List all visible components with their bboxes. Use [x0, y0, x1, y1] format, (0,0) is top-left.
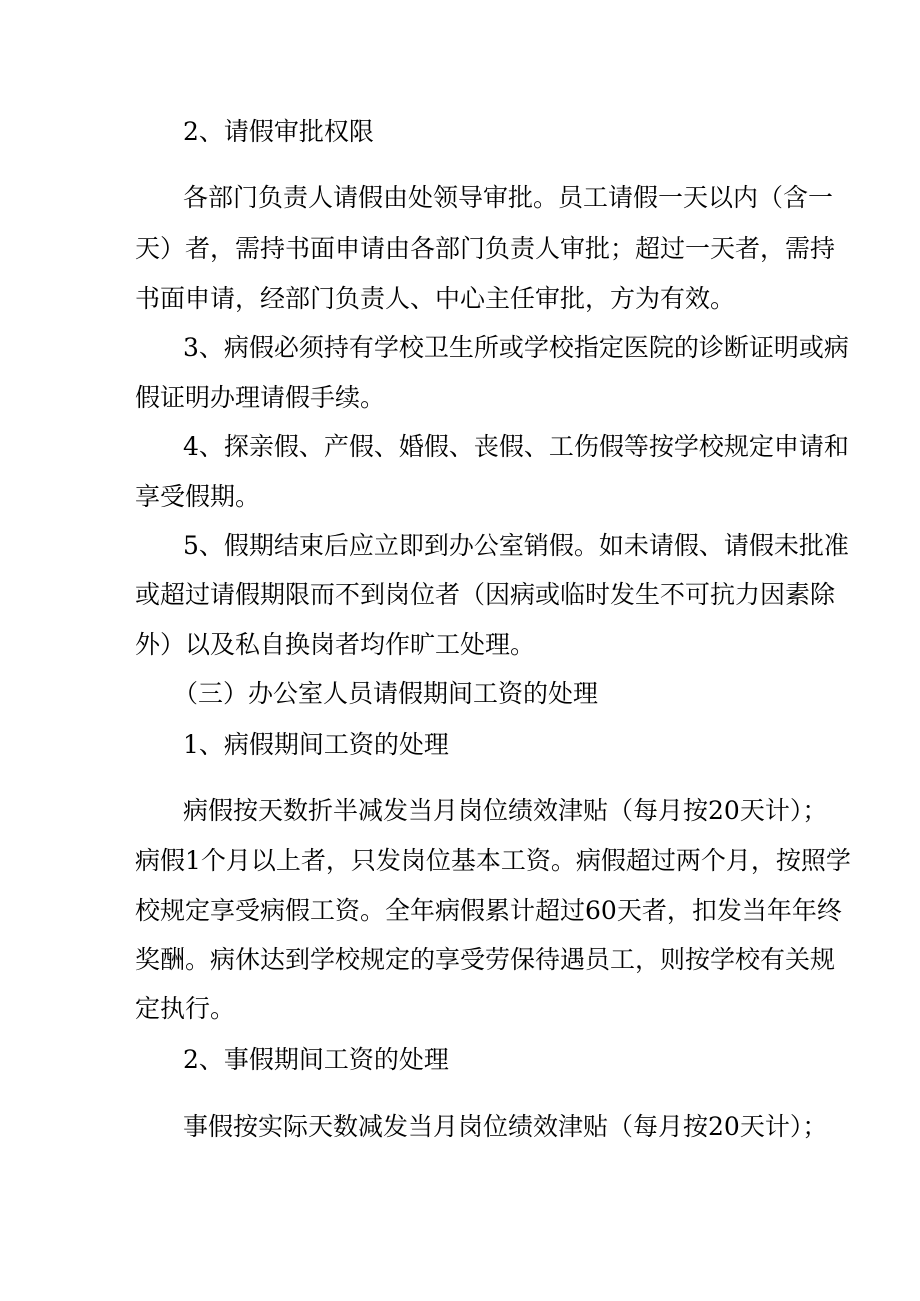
paragraph-line: 外）以及私自换岗者均作旷工处理。: [135, 630, 536, 659]
paragraph-line: 假证明办理请假手续。: [135, 383, 386, 412]
paragraph-line: 书面申请，经部门负责人、中心主任审批，方为有效。: [135, 284, 736, 313]
heading-approval-authority: 2、请假审批权限: [183, 117, 374, 146]
subheading-personal-leave-salary: 2、事假期间工资的处理: [183, 1045, 449, 1074]
paragraph-line: 天）者，需持书面申请由各部门负责人审批；超过一天者，需持: [135, 234, 836, 263]
paragraph-line: 各部门负责人请假由处领导审批。员工请假一天以内（含一: [183, 183, 834, 212]
subheading-sick-leave-salary: 1、病假期间工资的处理: [183, 730, 449, 759]
paragraph-line: 病假按天数折半减发当月岗位绩效津贴（每月按20天计）；: [183, 796, 828, 825]
paragraph-line: 定执行。: [135, 994, 236, 1023]
paragraph-line: 享受假期。: [135, 482, 261, 511]
section-heading-salary: （三）办公室人员请假期间工资的处理: [173, 679, 599, 708]
paragraph-line: 事假按实际天数减发当月岗位绩效津贴（每月按20天计）；: [183, 1112, 828, 1141]
paragraph-line: 校规定享受病假工资。全年病假累计超过60天者，扣发当年年终: [135, 896, 842, 925]
paragraph-line: 或超过请假期限而不到岗位者（因病或临时发生不可抗力因素除: [135, 580, 836, 609]
paragraph-line: 3、病假必须持有学校卫生所或学校指定医院的诊断证明或病: [183, 333, 849, 362]
paragraph-line: 奖酬。病休达到学校规定的享受劳保待遇员工，则按学校有关规: [135, 945, 836, 974]
paragraph-line: 5、假期结束后应立即到办公室销假。如未请假、请假未批准: [183, 531, 849, 560]
paragraph-line: 病假1个月以上者，只发岗位基本工资。病假超过两个月，按照学: [135, 846, 851, 875]
paragraph-line: 4、探亲假、产假、婚假、丧假、工伤假等按学校规定申请和: [183, 432, 849, 461]
